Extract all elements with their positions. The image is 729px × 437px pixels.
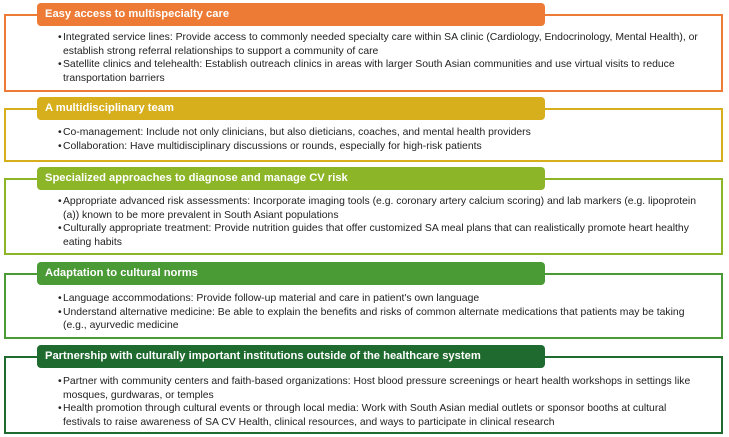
bullet-list xyxy=(58,195,699,249)
bullet-list xyxy=(58,292,699,333)
section-header: Easy access to multispecialty care xyxy=(37,3,545,26)
bullet-item: • Co-management: Include not only clinicians, but also dieticians, coaches, and mental health providers xyxy=(58,126,699,140)
bullet-item: • Appropriate advanced risk assessments: Incorporate imaging tools (e.g. coronary artery calcium scoring) and lab markers (e.g. lipoprotein (a)) known to be more prevalent in South Asiant populations xyxy=(58,195,699,222)
bullet-item: • Health promotion through cultural events or through local media: Work with South Asian medial outlets or sponsor booths at cultural festivals to raise awareness of SA CV Health, clinical resources, and ways to participate in clinical research xyxy=(58,402,699,429)
section-header: Specialized approaches to diagnose and manage CV risk xyxy=(37,167,545,190)
section-header: Adaptation to cultural norms xyxy=(37,262,545,285)
bullet-item: • Understand alternative medicine: Be able to explain the benefits and risks of common alternate medications that patients may be taking (e.g., ayurvedic medicine xyxy=(58,306,699,333)
bullet-item: • Partner with community centers and faith-based organizations: Host blood pressure screenings or heart health workshops in settings like mosques, gurdwaras, or temples xyxy=(58,375,699,402)
bullet-list xyxy=(58,375,699,429)
bullet-item: • Collaboration: Have multidisciplinary discussions or rounds, especially for high-risk patients xyxy=(58,140,699,154)
bullet-list xyxy=(58,31,699,85)
bullet-item: • Culturally appropriate treatment: Provide nutrition guides that offer customized SA meal plans that can realistically promote heart healthy eating habits xyxy=(58,222,699,249)
bullet-item: • Language accommodations: Provide follow-up material and care in patient's own language xyxy=(58,292,699,306)
section-header: Partnership with culturally important institutions outside of the healthcare system xyxy=(37,345,545,368)
bullet-list xyxy=(58,126,699,153)
bullet-item: • Satellite clinics and telehealth: Establish outreach clinics in areas with larger South Asian communities and use virtual visits to reduce transportation barriers xyxy=(58,58,699,85)
section-header: A multidisciplinary team xyxy=(37,97,545,120)
bullet-item: • Integrated service lines: Provide access to commonly needed specialty care within SA clinic (Cardiology, Endocrinology, Mental Health), or establish strong referral relationships to support a community of care xyxy=(58,31,699,58)
